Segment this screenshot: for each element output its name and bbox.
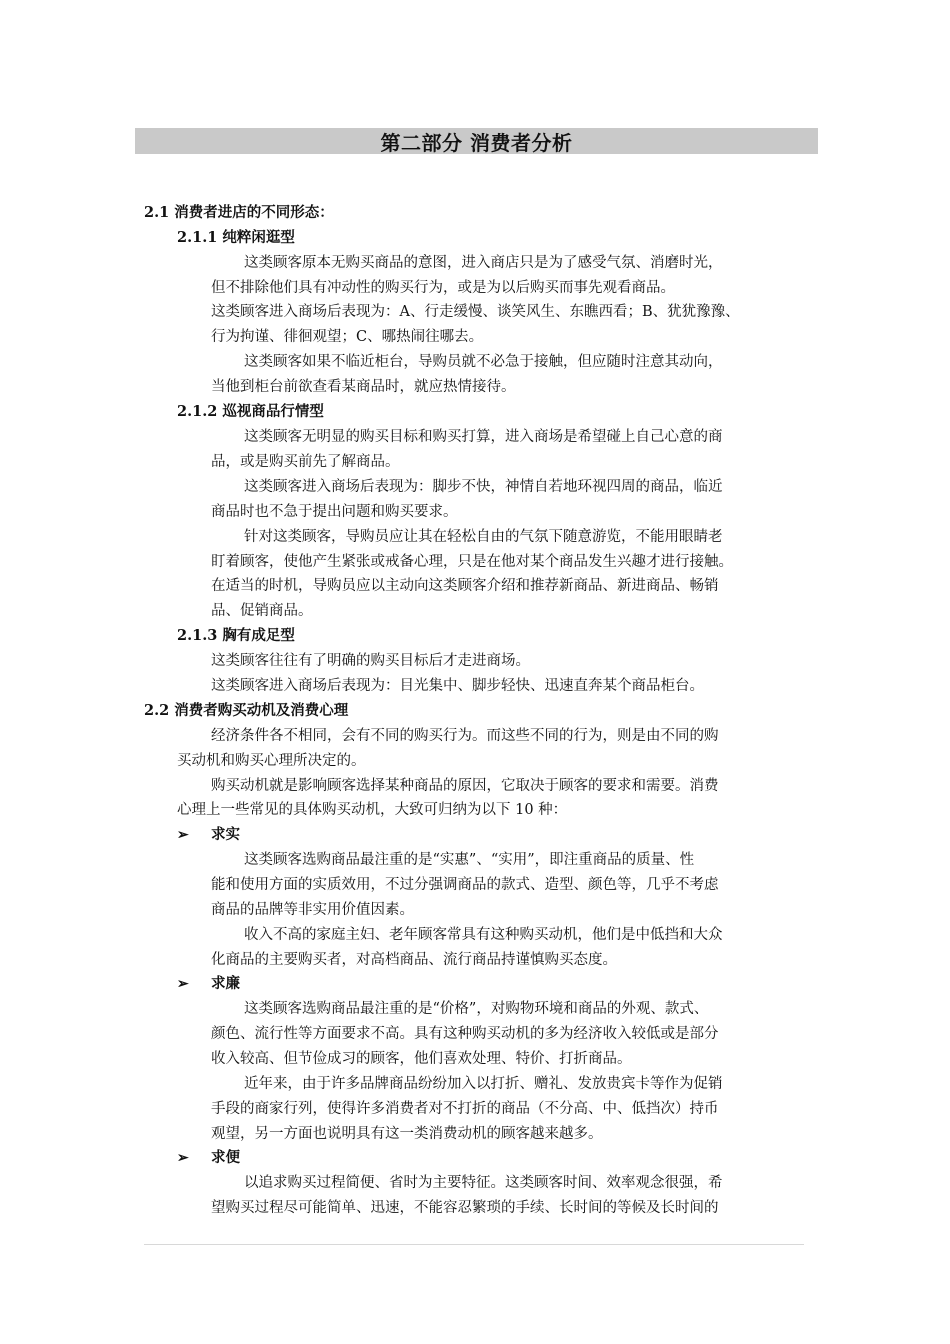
section-title: 第二部分 消费者分析	[135, 128, 818, 154]
paragraph-line: 颜色、流行性等方面要求不高。具有这种购买动机的多为经济收入较低或是部分	[211, 1026, 719, 1042]
heading-2-1-2: 2.1.2 巡视商品行情型	[177, 403, 324, 420]
paragraph-line: 品，或是购买前先了解商品。	[211, 454, 400, 470]
paragraph-line: 这类顾客如果不临近柜台，导购员就不必急于接触，但应随时注意其动向，	[244, 354, 723, 370]
paragraph-line: 经济条件各不相同，会有不同的购买行为。而这些不同的行为，则是由不同的购	[211, 728, 719, 744]
paragraph-line: 买动机和购买心理所决定的。	[177, 753, 366, 769]
heading-2-1-1: 2.1.1 纯粹闲逛型	[177, 229, 295, 246]
paragraph-line: 这类顾客选购商品最注重的是“实惠”、“实用”，即注重商品的质量、性	[244, 852, 695, 868]
paragraph-line: 这类顾客进入商场后表现为：A、行走缓慢、谈笑风生、东瞧西看；B、犹犹豫豫、	[211, 304, 740, 320]
paragraph-line: 针对这类顾客，导购员应让其在轻松自由的气氛下随意游览，不能用眼睛老	[244, 529, 723, 545]
paragraph-line: 品、促销商品。	[211, 603, 313, 619]
paragraph-line: 购买动机就是影响顾客选择某种商品的原因，它取决于顾客的要求和需要。消费	[211, 778, 719, 794]
heading-2-1-3: 2.1.3 胸有成足型	[177, 627, 295, 644]
paragraph-line: 在适当的时机，导购员应以主动向这类顾客介绍和推荐新商品、新进商品、畅销	[211, 578, 719, 594]
paragraph-line: 商品的品牌等非实用价值因素。	[211, 902, 414, 918]
paragraph-line: 收入不高的家庭主妇、老年顾客常具有这种购买动机，他们是中低挡和大众	[244, 927, 723, 943]
paragraph-line: 当他到柜台前欲查看某商品时，就应热情接待。	[211, 379, 516, 395]
arrowhead-bullet-icon: ➢	[177, 976, 189, 992]
paragraph-line: 这类顾客原本无购买商品的意图，进入商店只是为了感受气氛、消磨时光，	[244, 255, 723, 271]
paragraph-line: 这类顾客进入商场后表现为：目光集中、脚步轻快、迅速直奔某个商品柜台。	[211, 678, 704, 694]
paragraph-line: 观望，另一方面也说明具有这一类消费动机的顾客越来越多。	[211, 1126, 603, 1142]
footer-divider	[144, 1244, 804, 1245]
paragraph-line: 收入较高、但节俭成习的顾客，他们喜欢处理、特价、打折商品。	[211, 1051, 632, 1067]
bullet-heading-qiushi: 求实	[211, 826, 240, 843]
paragraph-line: 盯着顾客，使他产生紧张或戒备心理，只是在他对某个商品发生兴趣才进行接触。	[211, 554, 733, 570]
paragraph-line: 这类顾客往往有了明确的购买目标后才走进商场。	[211, 653, 530, 669]
paragraph-line: 这类顾客进入商场后表现为：脚步不快，神情自若地环视四周的商品，临近	[244, 479, 723, 495]
paragraph-line: 化商品的主要购买者，对高档商品、流行商品持谨慎购买态度。	[211, 952, 617, 968]
paragraph-line: 近年来，由于许多品牌商品纷纷加入以打折、赠礼、发放贵宾卡等作为促销	[244, 1076, 723, 1092]
bullet-heading-qiulian: 求廉	[211, 975, 240, 992]
paragraph-line: 但不排除他们具有冲动性的购买行为，或是为以后购买而事先观看商品。	[211, 280, 675, 296]
bullet-heading-qiubian: 求便	[211, 1149, 240, 1166]
paragraph-line: 这类顾客无明显的购买目标和购买打算，进入商场是希望碰上自己心意的商	[244, 429, 723, 445]
arrowhead-bullet-icon: ➢	[177, 1150, 189, 1166]
arrowhead-bullet-icon: ➢	[177, 827, 189, 843]
heading-2-1: 2.1 消费者进店的不同形态：	[144, 204, 334, 221]
paragraph-line: 能和使用方面的实质效用，不过分强调商品的款式、造型、颜色等，几乎不考虑	[211, 877, 719, 893]
paragraph-line: 望购买过程尽可能简单、迅速，不能容忍繁琐的手续、长时间的等候及长时间的	[211, 1200, 719, 1216]
paragraph-line: 手段的商家行列，使得许多消费者对不打折的商品（不分高、中、低挡次）持币	[211, 1101, 719, 1117]
heading-2-2: 2.2 消费者购买动机及消费心理	[144, 702, 349, 719]
paragraph-line: 行为拘谨、徘徊观望；C、哪热闹往哪去。	[211, 329, 484, 345]
paragraph-line: 商品时也不急于提出问题和购买要求。	[211, 504, 458, 520]
paragraph-line: 以追求购买过程简便、省时为主要特征。这类顾客时间、效率观念很强，希	[244, 1175, 723, 1191]
paragraph-line: 心理上一些常见的具体购买动机，大致可归纳为以下 10 种：	[177, 802, 568, 818]
paragraph-line: 这类顾客选购商品最注重的是“价格”，对购物环境和商品的外观、款式、	[244, 1001, 709, 1017]
